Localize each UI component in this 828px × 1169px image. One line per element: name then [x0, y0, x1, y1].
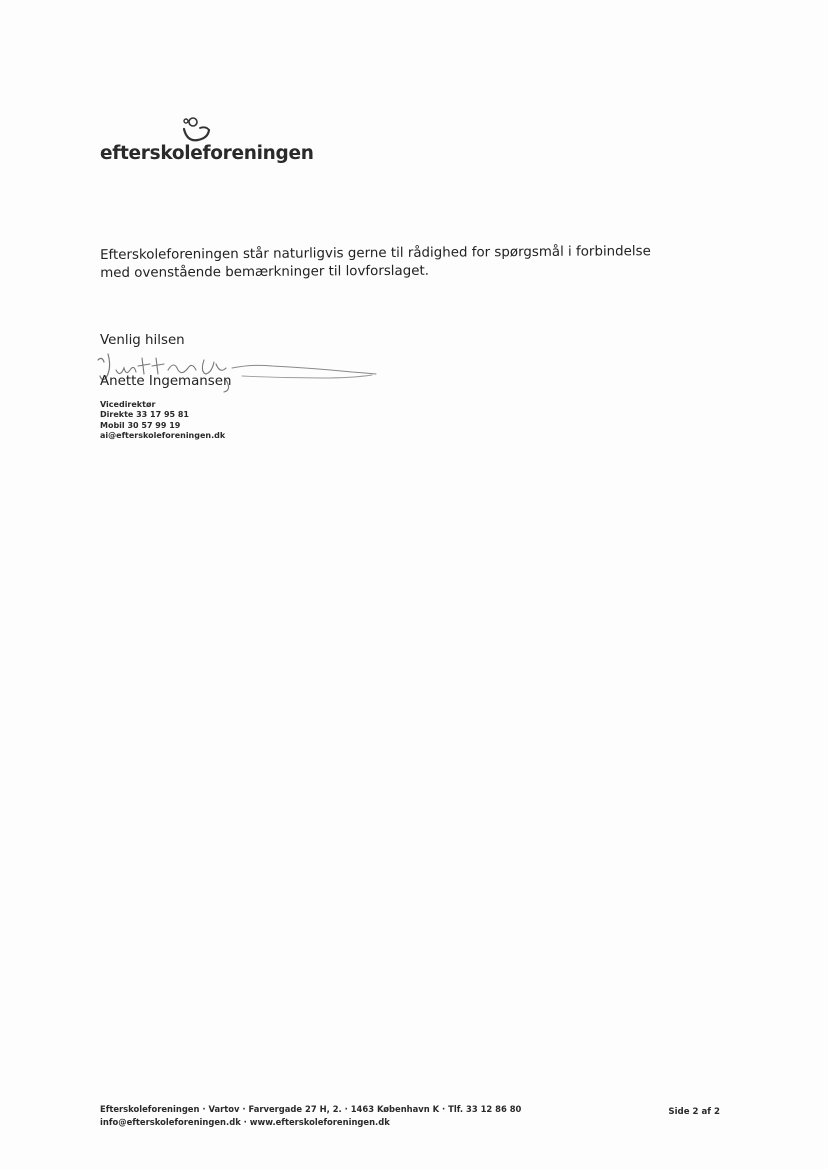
paragraph-line-2: med ovenstående bemærkninger til lovforslaget.: [100, 263, 429, 281]
mobile-phone: Mobil 30 57 99 19: [100, 420, 181, 430]
signer-name: Anette Ingemansen: [100, 374, 232, 389]
letterhead-logo: [100, 116, 320, 166]
letter-paragraph: [100, 243, 660, 283]
footer-address: Efterskoleforeningen · Vartov · Farvergade 27 H, 2. · 1463 København K · Tlf. 33 12 86 80: [100, 1104, 522, 1114]
signer-contact: [100, 400, 225, 442]
paragraph-line-1: Efterskoleforeningen står naturligvis gerne til rådighed for spørgsmål i forbindelse: [100, 244, 651, 263]
footer-web: info@efterskoleforeningen.dk · www.efterskoleforeningen.dk: [100, 1117, 390, 1127]
organization-logo-icon: [178, 116, 216, 146]
letter-closing: Venlig hilsen: [100, 333, 185, 348]
signer-title: Vicedirektør: [100, 400, 156, 409]
organization-name: efterskoleforeningen: [100, 143, 314, 164]
page-footer: [100, 1103, 521, 1129]
page-number: Side 2 af 2: [668, 1107, 720, 1117]
signer-email: ai@efterskoleforeningen.dk: [100, 431, 226, 441]
direct-phone: Direkte 33 17 95 81: [100, 410, 189, 420]
